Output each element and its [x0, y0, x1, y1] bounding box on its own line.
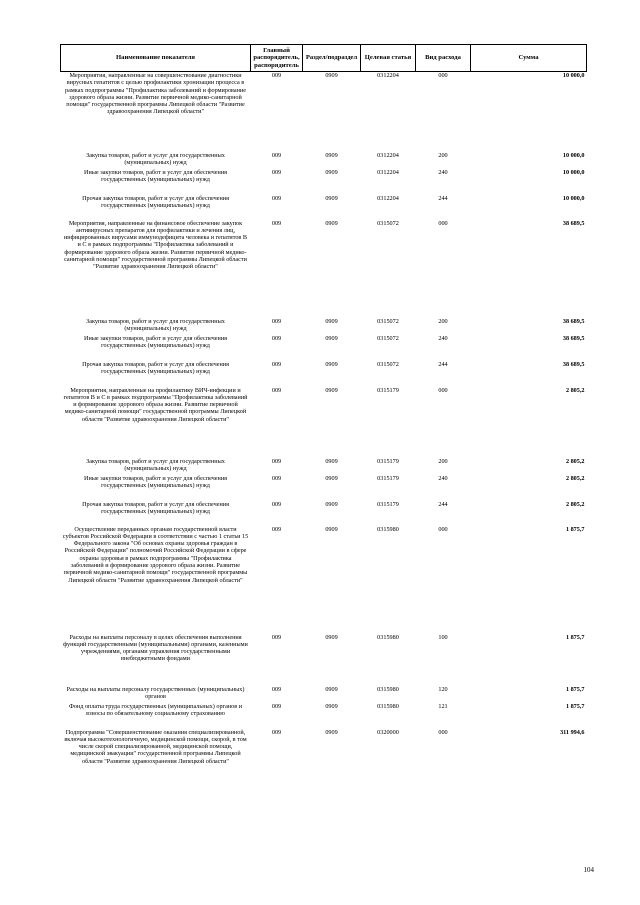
row-sum: 1 875,7 — [565, 633, 585, 641]
row-name: Мероприятия, направленные на профилактику ВИЧ-инфекции и гепатитов В и С в рамках подпрограммы "Профилактика заболеваний и формирование здорового образа жизни. Развитие первичной медико-санитарной помощи" государственной программы Липецкой области "Развитие здравоохранения Липецкой области" — [63, 386, 248, 423]
row-article: 0315980 — [377, 633, 399, 641]
row-sum: 2 805,2 — [565, 500, 585, 508]
row-admin: 009 — [271, 474, 282, 482]
table-row — [61, 703, 587, 729]
table-row — [61, 634, 587, 686]
row-name: Прочая закупка товаров, работ и услуг для обеспечения государственных (муниципальных) нужд — [82, 360, 229, 375]
row-section: 0909 — [325, 194, 338, 202]
row-article: 0315179 — [377, 457, 399, 465]
table-row — [61, 318, 587, 335]
table-row — [61, 686, 587, 703]
row-section: 0909 — [325, 151, 338, 159]
row-section: 0909 — [325, 457, 338, 465]
row-expense-type: 240 — [438, 334, 448, 342]
row-section: 0909 — [325, 168, 338, 176]
table-row — [61, 387, 587, 458]
table-row — [61, 501, 587, 526]
row-article: 0315072 — [377, 317, 399, 325]
row-section: 0909 — [325, 317, 338, 325]
row-article: 0312204 — [377, 194, 399, 202]
header-sum: Сумма — [471, 45, 587, 72]
row-name: Иные закупки товаров, работ и услуг для обеспечения государственных (муниципальных) нужд — [84, 168, 227, 183]
row-expense-type: 200 — [438, 457, 448, 465]
row-sum: 10 000,0 — [562, 168, 585, 176]
row-article: 0315980 — [377, 525, 399, 533]
row-section: 0909 — [325, 334, 338, 342]
row-sum: 38 689,5 — [562, 334, 585, 342]
row-name: Прочая закупка товаров, работ и услуг для обеспечения государственных (муниципальных) нужд — [82, 500, 229, 515]
row-section: 0909 — [325, 525, 338, 533]
row-expense-type: 244 — [438, 360, 448, 368]
row-sum: 38 689,5 — [562, 360, 585, 368]
row-sum: 38 689,5 — [562, 317, 585, 325]
row-admin: 009 — [271, 334, 282, 342]
row-admin: 009 — [271, 72, 282, 79]
table-row — [61, 195, 587, 220]
table-row — [61, 729, 587, 791]
row-sum: 10 000,0 — [562, 194, 585, 202]
table-row — [61, 475, 587, 501]
row-admin: 009 — [271, 702, 282, 710]
row-section: 0909 — [325, 474, 338, 482]
row-name: Подпрограмма "Совершенствование оказания специализированной, включая высокотехнологичную, медицинской помощи, скорой, в том числе скорой специализированной, медицинской помощи, медицинской эвакуации" государственной программы Липецкой области "Развитие здравоохранения Липецкой области" — [64, 728, 247, 765]
row-admin: 009 — [271, 168, 282, 176]
row-article: 0315980 — [377, 702, 399, 710]
row-admin: 009 — [271, 525, 282, 533]
row-section: 0909 — [325, 386, 338, 394]
table-row — [61, 458, 587, 475]
row-sum: 2 805,2 — [565, 474, 585, 482]
header-section: Раздел/подраздел — [303, 45, 361, 72]
budget-table — [60, 44, 587, 791]
row-article: 0315980 — [377, 685, 399, 693]
header-article: Целевая статья — [361, 45, 416, 72]
row-expense-type: 240 — [438, 168, 448, 176]
row-name: Закупка товаров, работ и услуг для государственных (муниципальных) нужд — [86, 457, 225, 472]
row-section: 0909 — [325, 500, 338, 508]
row-expense-type: 000 — [438, 219, 448, 227]
row-section: 0909 — [325, 685, 338, 693]
row-name: Расходы на выплаты персоналу в целях обеспечения выполнения функций государственными (муниципальными) органами, казенными учреждениями, органами управления государственными внебюджетными фондами — [63, 633, 248, 663]
row-admin: 009 — [271, 317, 282, 325]
row-name: Фонд оплаты труда государственных (муниципальных) органов и взносы по обязательному социальному страхованию — [68, 702, 243, 717]
row-article: 0312204 — [377, 151, 399, 159]
header-expense-type: Вид расхода — [416, 45, 471, 72]
row-article: 0315072 — [377, 219, 399, 227]
row-name: Мероприятия, направленные на совершенствование диагностики вирусных гепатитов с целью профилактики хронизации процесса в рамках подпрограммы "Профилактика заболеваний и формирование здорового образа жизни. Развитие первичной медико-санитарной помощи" государственной программы Липецкой области "Развитие здравоохранения Липецкой области" — [65, 72, 246, 116]
row-expense-type: 121 — [438, 702, 448, 710]
row-name: Расходы на выплаты персоналу государственных (муниципальных) органов — [66, 685, 245, 700]
row-expense-type: 240 — [438, 474, 448, 482]
header-name: Наименование показателя — [61, 45, 251, 72]
table-row — [61, 72, 587, 152]
row-sum: 1 875,7 — [565, 525, 585, 533]
row-name: Иные закупки товаров, работ и услуг для обеспечения государственных (муниципальных) нужд — [84, 474, 227, 489]
row-section: 0909 — [325, 633, 338, 641]
row-section: 0909 — [325, 360, 338, 368]
row-sum: 2 805,2 — [565, 457, 585, 465]
row-admin: 009 — [271, 194, 282, 202]
row-name: Мероприятия, направленные на финансовое обеспечение закупок антивирусных препаратов для профилактики и лечения лиц, инфицированных вирусами иммунодефицита человека и гепатитов В и С в рамках подпрограммы "Профилактика заболеваний и формирование здорового образа жизни. Развитие первичной медико-санитарной помощи" государственной программы Липецкой области "Развитие здравоохранения Липецкой области" — [63, 219, 248, 271]
row-sum: 1 875,7 — [565, 685, 585, 693]
row-sum: 38 689,5 — [562, 219, 585, 227]
row-admin: 009 — [271, 386, 282, 394]
row-article: 0315179 — [377, 500, 399, 508]
row-sum: 10 000,0 — [562, 151, 585, 159]
row-section: 0909 — [325, 72, 338, 79]
row-expense-type: 000 — [438, 525, 448, 533]
row-expense-type: 200 — [438, 151, 448, 159]
row-article: 0315179 — [377, 386, 399, 394]
row-article: 0312204 — [377, 168, 399, 176]
row-article: 0315179 — [377, 474, 399, 482]
row-section: 0909 — [325, 728, 338, 736]
row-article: 0320000 — [377, 728, 399, 736]
row-expense-type: 000 — [438, 728, 448, 736]
row-sum: 311 994,6 — [560, 728, 585, 736]
row-name: Осуществление переданных органам государственной власти субъектов Российской Федерации в соответствии с частью 1 статьи 15 Федерального закона "Об основах охраны здоровья граждан в Российской Федерации" полномочий Российской Федерации в сфере охраны здоровья в рамках подпрограммы "Профилактика заболеваний и формирование здорового образа жизни. Развитие первичной медико-санитарной помощи" государственной программы Липецкой области "Развитие здравоохранения Липецкой области" — [62, 525, 249, 584]
table-row — [61, 169, 587, 195]
table-header-row — [61, 45, 587, 72]
row-admin: 009 — [271, 685, 282, 693]
row-name: Иные закупки товаров, работ и услуг для обеспечения государственных (муниципальных) нужд — [84, 334, 227, 349]
row-name: Прочая закупка товаров, работ и услуг для обеспечения государственных (муниципальных) нужд — [82, 194, 229, 209]
table-row — [61, 220, 587, 318]
header-admin: Главный распорядитель, распорядитель — [251, 45, 303, 72]
row-expense-type: 000 — [438, 386, 448, 394]
row-name: Закупка товаров, работ и услуг для государственных (муниципальных) нужд — [86, 151, 225, 166]
row-admin: 009 — [271, 728, 282, 736]
row-admin: 009 — [271, 219, 282, 227]
row-sum: 1 875,7 — [565, 702, 585, 710]
row-admin: 009 — [271, 360, 282, 368]
row-admin: 009 — [271, 457, 282, 465]
table-row — [61, 361, 587, 387]
row-expense-type: 200 — [438, 317, 448, 325]
row-expense-type: 100 — [438, 633, 448, 641]
row-article: 0315072 — [377, 360, 399, 368]
table-row — [61, 152, 587, 169]
row-expense-type: 120 — [438, 685, 448, 693]
row-expense-type: 244 — [438, 194, 448, 202]
row-admin: 009 — [271, 633, 282, 641]
page-number: 104 — [583, 866, 594, 874]
table-row — [61, 526, 587, 634]
row-admin: 009 — [271, 500, 282, 508]
row-sum: 2 805,2 — [565, 386, 585, 394]
row-section: 0909 — [325, 219, 338, 227]
row-expense-type: 000 — [438, 72, 448, 79]
row-sum: 10 000,0 — [562, 72, 585, 79]
row-article: 0312204 — [377, 72, 399, 79]
row-expense-type: 244 — [438, 500, 448, 508]
row-section: 0909 — [325, 702, 338, 710]
row-name: Закупка товаров, работ и услуг для государственных (муниципальных) нужд — [86, 317, 225, 332]
table-row — [61, 335, 587, 361]
row-article: 0315072 — [377, 334, 399, 342]
row-admin: 009 — [271, 151, 282, 159]
